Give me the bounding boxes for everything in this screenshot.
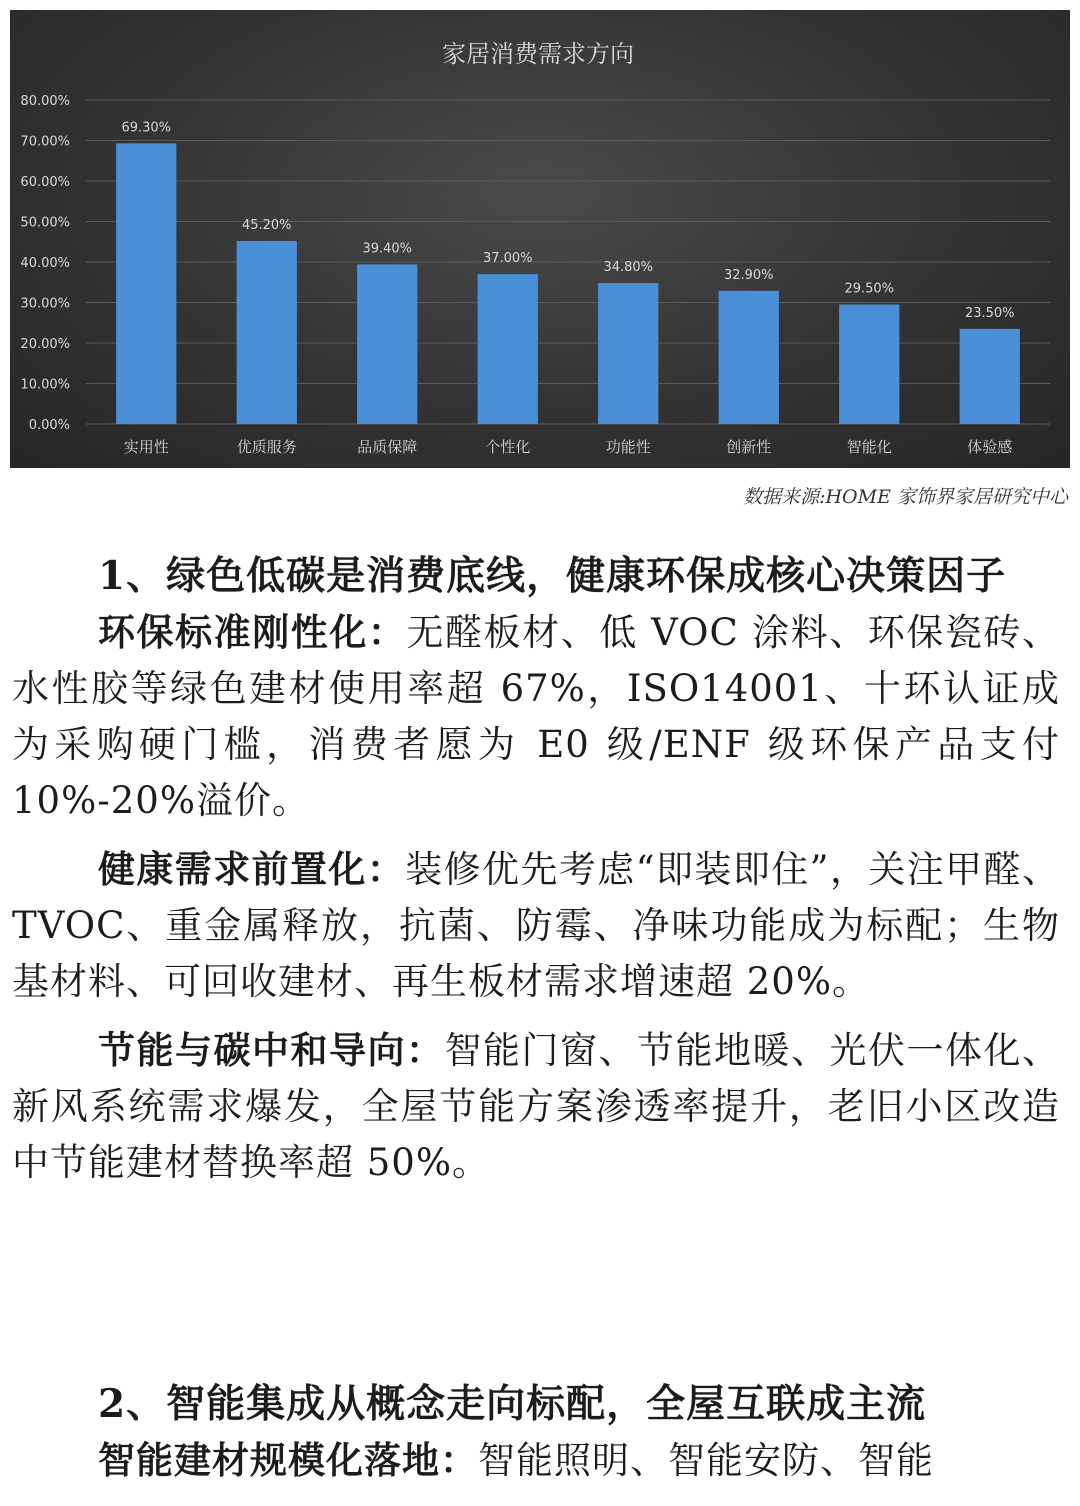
paragraph-smart-materials: [12, 1432, 1060, 1489]
y-tick-label: 60.00%: [20, 175, 70, 190]
x-category-label: 创新性: [726, 438, 772, 456]
data-label: 29.50%: [844, 281, 895, 297]
paragraph-text: 智能门窗、节能地暖、光伏一体化、新风系统需求爆发，全屋节能方案渗透率提升，老旧小区改造中节能建材替换率超 50%。: [12, 1029, 1060, 1184]
section-2-heading: 2、智能集成从概念走向标配，全屋互联成主流: [98, 1381, 927, 1427]
data-label: 32.90%: [723, 267, 774, 283]
article-body: [12, 548, 1060, 1203]
chart-title: 家居消费需求方向: [442, 40, 634, 68]
paragraph-text: 装修优先考虑“即装即住”，关注甲醛、TVOC、重金属释放，抗菌、防霉、净味功能成为标配；生物基材料、可回收建材、再生板材需求增速超 20%。: [12, 848, 1060, 1003]
x-category-label: 优质服务: [236, 438, 297, 456]
x-category-label: 功能性: [605, 438, 651, 456]
data-label: 45.20%: [241, 217, 292, 233]
paragraph-lead: 节能与碳中和导向：: [98, 1028, 445, 1072]
y-tick-label: 0.00%: [28, 418, 70, 433]
bar-5: [598, 283, 658, 424]
data-label: 69.30%: [121, 120, 172, 136]
x-category-label: 实用性: [123, 438, 169, 456]
section-1-heading: 1、绿色低碳是消费底线，健康环保成核心决策因子: [98, 553, 1007, 599]
y-tick-label: 30.00%: [20, 296, 70, 312]
y-tick-label: 70.00%: [20, 134, 70, 150]
data-label: 39.40%: [362, 241, 413, 257]
bar-8: [960, 329, 1020, 424]
data-source-note: 数据来源:HOME 家饰界家居研究中心: [743, 486, 1068, 508]
y-tick-label: 40.00%: [20, 256, 70, 271]
x-category-label: 品质保障: [357, 438, 418, 456]
paragraph-lead: 智能建材规模化落地：: [98, 1438, 478, 1482]
x-category-label: 体验感: [967, 438, 1013, 456]
paragraph-lead: 环保标准刚性化：: [98, 610, 407, 654]
bar-6: [719, 291, 779, 424]
bar-4: [478, 274, 538, 424]
y-tick-label: 10.00%: [20, 377, 70, 393]
bar-3: [357, 264, 417, 424]
article-section-2: [12, 1376, 1060, 1501]
bar-1: [116, 143, 176, 424]
y-tick-label: 20.00%: [20, 337, 70, 352]
paragraph-text: 智能照明、智能安防、智能: [478, 1439, 934, 1482]
data-label: 34.80%: [603, 260, 654, 276]
x-category-label: 智能化: [846, 438, 892, 456]
bar-chart-panel: [10, 10, 1070, 468]
paragraph-energy-saving: [12, 1022, 1060, 1191]
paragraph-eco-standards: [12, 604, 1060, 829]
y-tick-label: 80.00%: [20, 94, 70, 109]
bar-chart: [10, 10, 1070, 468]
data-label: 23.50%: [964, 305, 1015, 321]
bar-7: [839, 305, 899, 424]
bar-2: [237, 241, 297, 424]
x-category-label: 个性化: [485, 438, 531, 456]
paragraph-health-needs: [12, 841, 1060, 1010]
data-label: 37.00%: [482, 251, 533, 267]
y-tick-label: 50.00%: [20, 215, 70, 231]
paragraph-lead: 健康需求前置化：: [98, 847, 406, 891]
paragraph-text: 无醛板材、低 VOC 涂料、环保瓷砖、水性胶等绿色建材使用率超 67%，ISO14001、十环认证成为采购硬门槛，消费者愿为 E0 级/ENF 级环保产品支付 10%-20%溢价。: [12, 611, 1060, 822]
